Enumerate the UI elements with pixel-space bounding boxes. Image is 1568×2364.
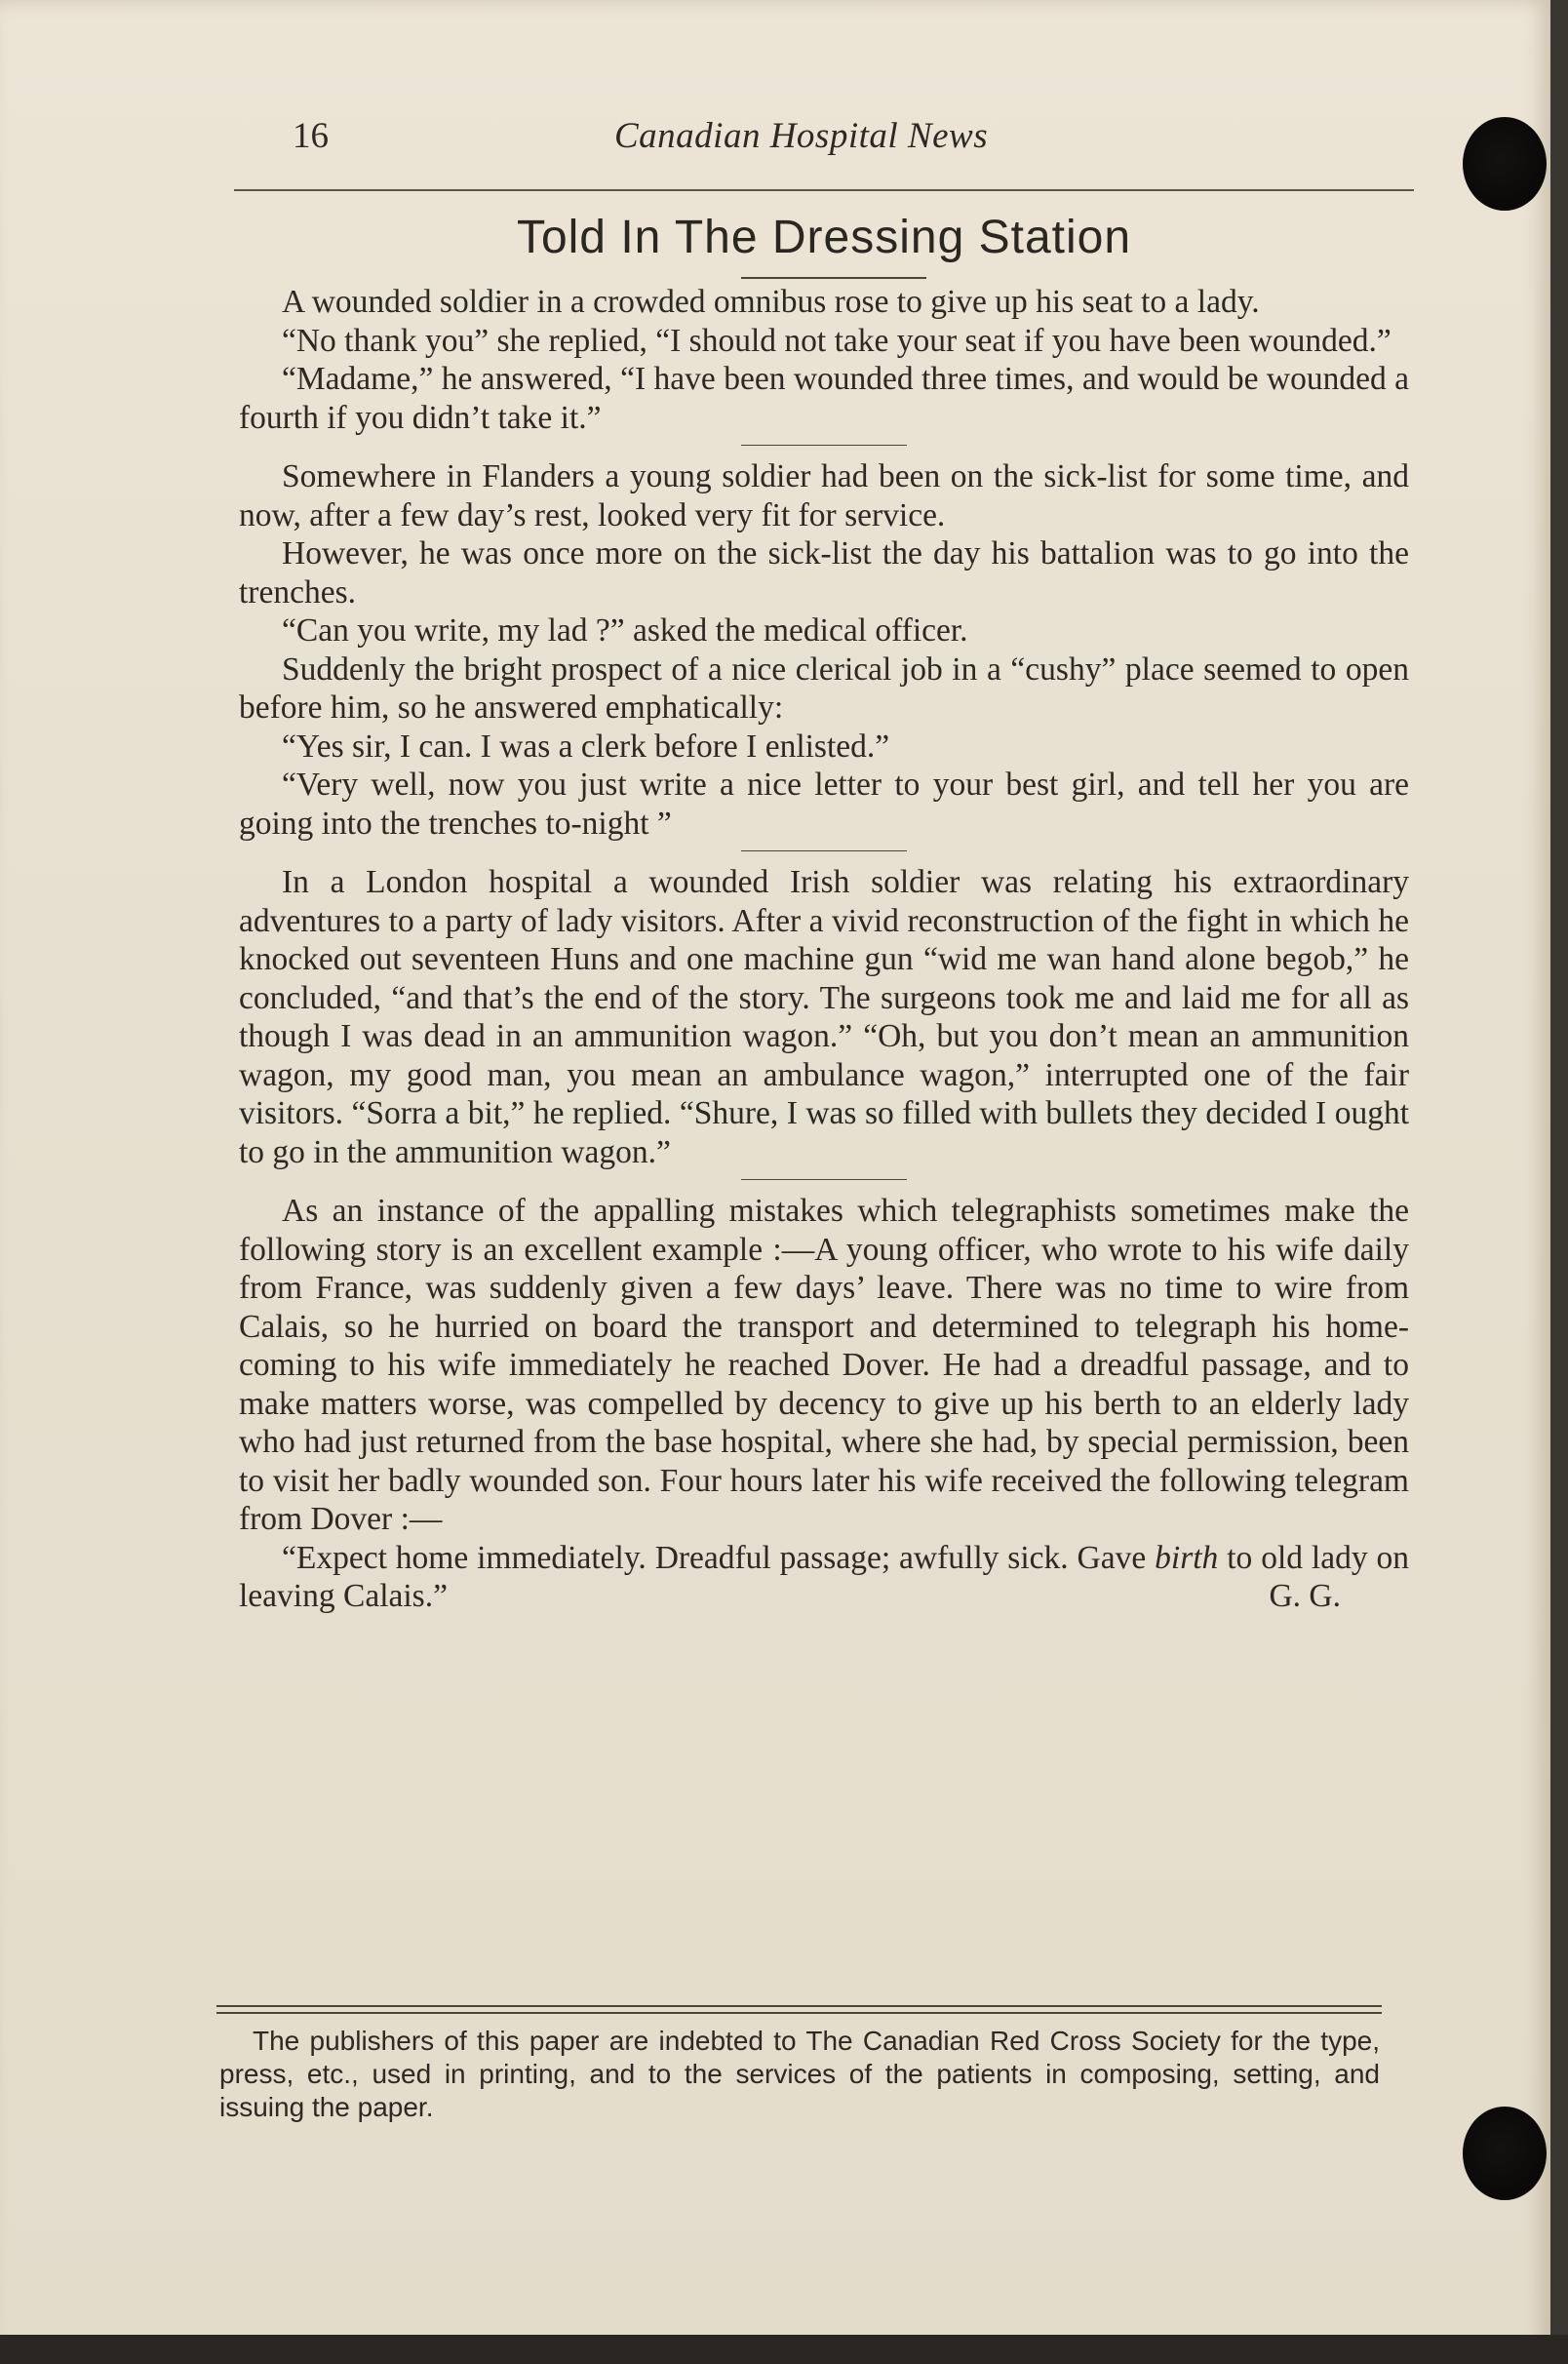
running-header bbox=[234, 115, 1414, 170]
telegram-italic-word: birth bbox=[1155, 1539, 1219, 1576]
paragraph: “Yes sir, I can. I was a clerk before I enlisted.” bbox=[282, 728, 890, 765]
journal-title: Canadian Hospital News bbox=[614, 116, 989, 156]
paragraph: “Madame,” he answered, “I have been wounded three times, and would be wounded a fourth if you didn’t take it.” bbox=[239, 361, 1409, 436]
telegram-text-start: “Expect home immediately. Dreadful passage; awfully sick. Gave bbox=[282, 1539, 1147, 1576]
story-separator bbox=[741, 1179, 907, 1180]
scan-edge bbox=[0, 2335, 1568, 2364]
page-number: 16 bbox=[293, 116, 329, 156]
telegram-paragraph bbox=[239, 1539, 1409, 1616]
article-body bbox=[239, 283, 1409, 1616]
author-signature: G. G. bbox=[1269, 1578, 1341, 1614]
telegram-text-end: to old lady on leaving Calais.” bbox=[239, 1539, 1410, 1614]
article-title: Told In The Dressing Station bbox=[516, 212, 1132, 263]
binding-hole-top bbox=[1463, 117, 1547, 211]
binding-hole-bottom bbox=[1463, 2107, 1547, 2200]
header-rule bbox=[234, 189, 1414, 191]
footer-double-rule bbox=[216, 2005, 1382, 2014]
paragraph: “No thank you” she replied, “I should not take your seat if you have been wounded.” bbox=[282, 322, 1392, 359]
paragraph: In a London hospital a wounded Irish soldier was relating his extraordinary adventures to a party of lady visitors. After a vivid reconstruction of the fight in which he knocked out seventeen Huns and one machine gun “wid me wan hand alone begob,” he concluded, “and that’s the end of the story. The surgeons took me and laid me for all as though I was dead in an ammunition wagon.” “Oh, but you don’t mean an ammunition wagon, my good man, you mean an ambulance wagon,” interrupted one of the fair visitors. “Sorra a bit,” he replied. “Shure, I was so filled with bullets they decided I ought to go in the ammunition wagon.” bbox=[239, 864, 1409, 1170]
story-separator bbox=[741, 445, 907, 446]
paragraph: “Can you write, my lad ?” asked the medical officer. bbox=[282, 612, 968, 649]
paragraph: As an instance of the appalling mistakes which telegraphists sometimes make the following story is an excellent example :—A young officer, who wrote to his wife daily from France, was suddenly given a few days’ leave. There was no time to wire from Calais, so he hurried on board the transport and determined to telegraph his home-coming to his wife immediately he reached Dover. He had a dreadful passage, and to make matters worse, was compelled by decency to give up his berth to an elderly lady who had just returned from the base hospital, where she had, by special permission, been to visit her badly wounded son. Four hours later his wife received the following telegram from Dover :— bbox=[239, 1193, 1409, 1537]
paragraph: However, he was once more on the sick-list the day his battalion was to go into the trenches. bbox=[239, 535, 1409, 611]
title-underline bbox=[741, 277, 926, 279]
publisher-note: The publishers of this paper are indebted to The Canadian Red Cross Society for the type, press, etc., used in printing, and to the services of the patients in composing, setting, and issuing the paper. bbox=[219, 2026, 1380, 2122]
paragraph: A wounded soldier in a crowded omnibus rose to give up his seat to a lady. bbox=[282, 284, 1260, 320]
paragraph: Suddenly the bright prospect of a nice clerical job in a “cushy” place seemed to open before him, so he answered emphatically: bbox=[239, 650, 1409, 726]
paragraph: “Very well, now you just write a nice letter to your best girl, and tell her you are going into the trenches to-night ” bbox=[239, 767, 1409, 842]
story-separator bbox=[741, 850, 907, 851]
paragraph: Somewhere in Flanders a young soldier had been on the sick-list for some time, and now, after a few day’s rest, looked very fit for service. bbox=[239, 458, 1409, 533]
